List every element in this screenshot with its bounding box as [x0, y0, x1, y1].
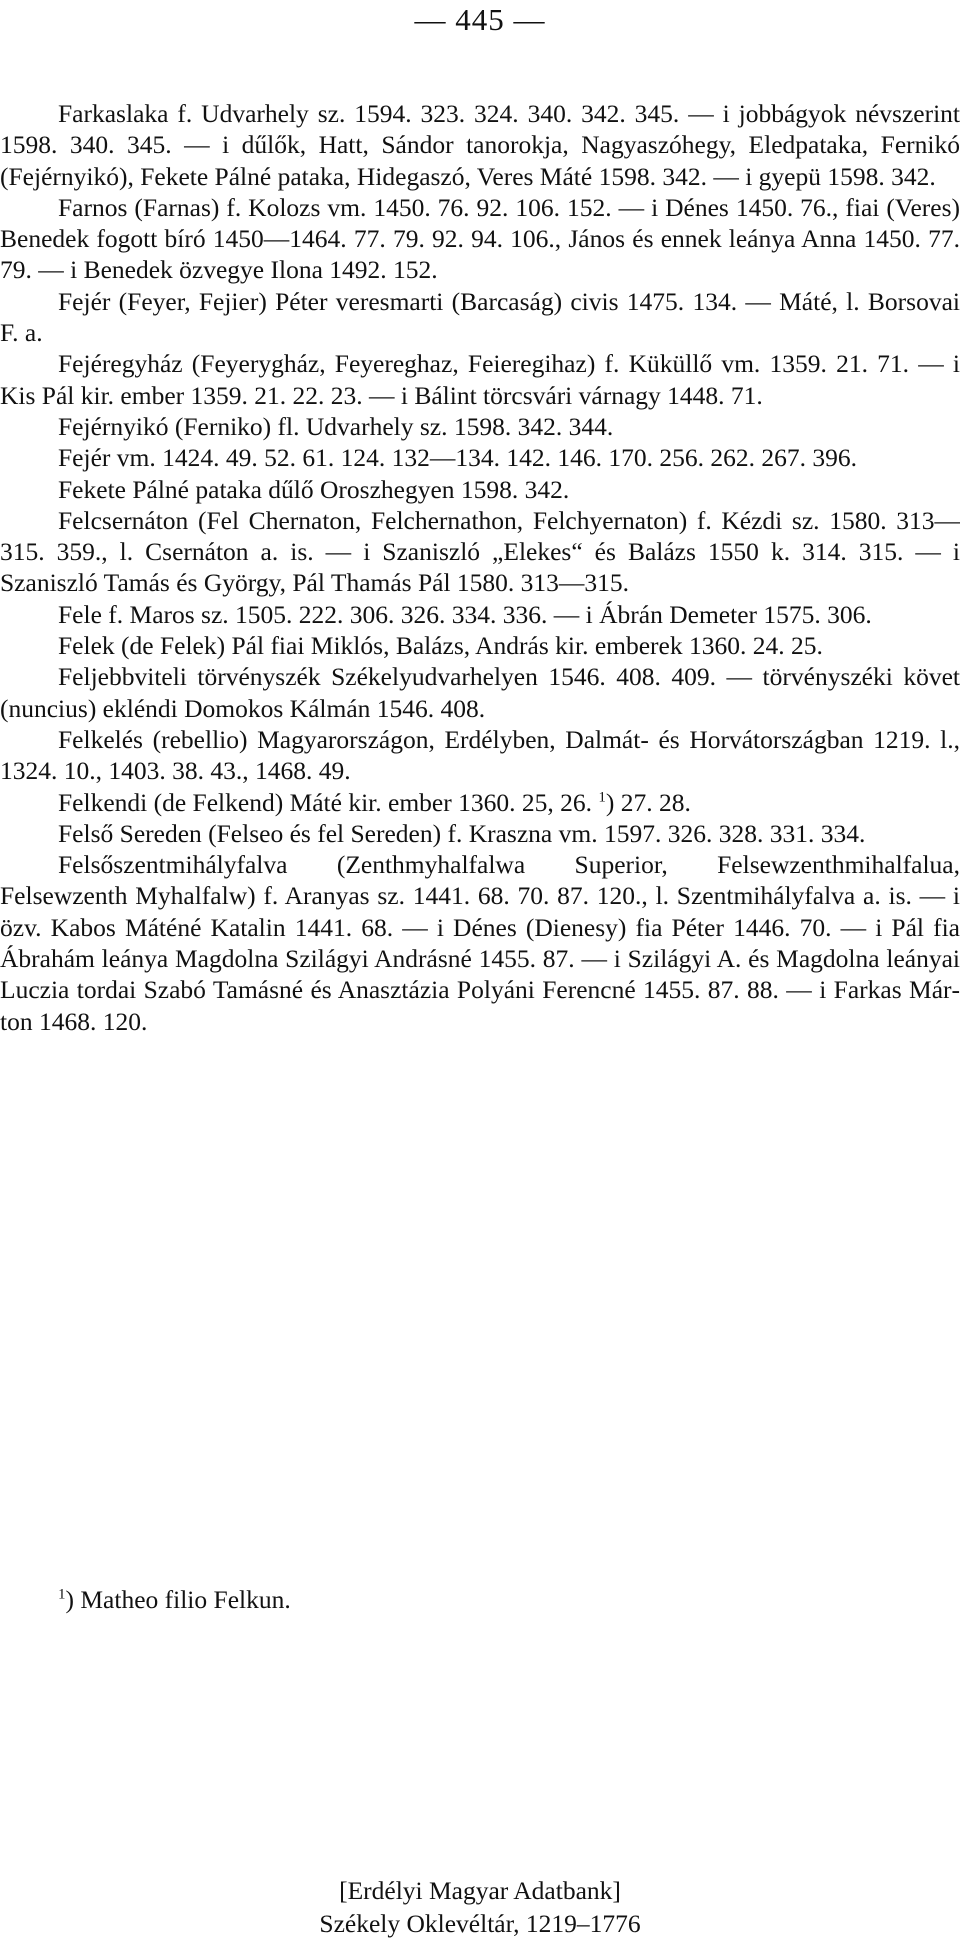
entry-fejernyiko: Fejérnyikó (Ferniko) fl. Udvarhely sz. 1598. 342. 344. [58, 411, 614, 441]
entry-felkendi-tail: ) 27. 28. [605, 787, 691, 817]
entry-felso-sereden: Felső Sereden (Felseo és fel Sereden) f. Kraszna vm. 1597. 326. 328. 331. 334. [58, 818, 866, 848]
entry-felkendi [0, 787, 960, 818]
entry-felkeles: Felkelés (rebellio) Magyarországon, Erdélyben, Dalmát- és Horvátországban 1219. l., 1324. 10., 1403. 38. 43., 1468. 49. [0, 724, 960, 786]
entry-felkendi-text: Felkendi (de Felkend) Máté kir. ember 1360. 25, 26. [58, 787, 592, 817]
footnote-reference: 1 [598, 789, 606, 806]
entry-felsoszentmihalyfalva: Felsőszentmihályfalva (Zenthmyhalfalwa Superior, Felsewzenthmihalfalua, Felsewzenth Myhalfalw) f. Aranyas sz. 1441. 68. 70. 87. 120., l. Szentmihályfalva a. is. — i özv. Kabos Máténé Katalin 1441. 68. — i Dénes (Dienesy) fia Péter 1446. 70. — i Pál fia Ábrahám leánya Magdolna Szilágyi Andrásné 1455. 87. — i Szilágyi A. és Magdolna leányai Luczia tordai Szabó Tamásné és Anasztázia Polyáni Ferencné 1455. 87. 88. — i Farkas Márton 1468. 120. [0, 850, 960, 1036]
entry-fekete-palne: Fekete Pálné pataka dűlő Oroszhegyen 1598. 342. [58, 474, 570, 504]
entry-fejer-peter: Fejér (Feyer, Fejier) Péter veresmarti (Barcaság) civis 1475. 134. — Máté, l. Borsovai F. a. [0, 286, 960, 348]
page-number: — 445 — [414, 2, 546, 37]
footnote-text: ) Matheo filio Felkun. [65, 1585, 291, 1614]
entry-fele: Fele f. Maros sz. 1505. 222. 306. 326. 334. 336. — i Ábrán Demeter 1575. 306. [58, 599, 872, 629]
footnote-mark: 1 [58, 1586, 66, 1603]
index-entries [0, 98, 960, 1037]
entry-fejer-vm: Fejér vm. 1424. 49. 52. 61. 124. 132—134. 142. 146. 170. 256. 262. 267. 396. [58, 443, 857, 473]
entry-feljebbviteli: Feljebbviteli törvényszék Székelyudvarhelyen 1546. 408. 409. — törvényszéki követ (nuncius) ekléndi Domokos Kálmán 1546. 408. [0, 662, 960, 723]
entry-farkaslaka: Farkaslaka f. Udvarhely sz. 1594. 323. 324. 340. 342. 345. — i jobbágyok névszerint 1598. 340. 345. — i dűlők, Hatt, Sándor tanorokja, Nagyaszóhegy, Eledpataka, Fernikó (Fejérnyikó), Fekete Pálné pataka, Hidegaszó, Veres Máté 1598. 342. — i gyepü 1598. 342. [0, 99, 960, 191]
entry-felcsernaton: Felcsernáton (Fel Chernaton, Felchernathon, Felchyernaton) f. Kézdi sz. 1580. 313—315. 359., l. Csernáton a. is. — i Szaniszló „Elekes“ és Balázs 1550 k. 314. 315. — i Szaniszló Tamás és György, Pál Thamás Pál 1580. 313—315. [0, 505, 960, 598]
page-footer [0, 1874, 960, 1940]
entry-fejeregyhaz: Fejéregyház (Feyerygház, Feyereghaz, Feieregihaz) f. Küküllő vm. 1359. 21. 71. — i Kis Pál kir. ember 1359. 21. 22. 23. — i Bálint törcsvári várnagy 1448. 71. [0, 349, 960, 410]
footer-title: Székely Oklevéltár, 1219–1776 [319, 1909, 641, 1938]
entry-farnos: Farnos (Farnas) f. Kolozs vm. 1450. 76. 92. 106. 152. — i Dénes 1450. 76., fiai (Veres) Benedek fogott bíró 1450—1464. 77. 79. 92. 94. 106., János és ennek leánya Anna 1450. 77. 79. — i Benedek özvegye Ilona 1492. 152. [0, 192, 960, 285]
footnote [58, 1584, 958, 1615]
footer-source: [Erdélyi Magyar Adatbank] [339, 1876, 621, 1905]
entry-felek: Felek (de Felek) Pál fiai Miklós, Balázs, András kir. emberek 1360. 24. 25. [58, 631, 823, 661]
